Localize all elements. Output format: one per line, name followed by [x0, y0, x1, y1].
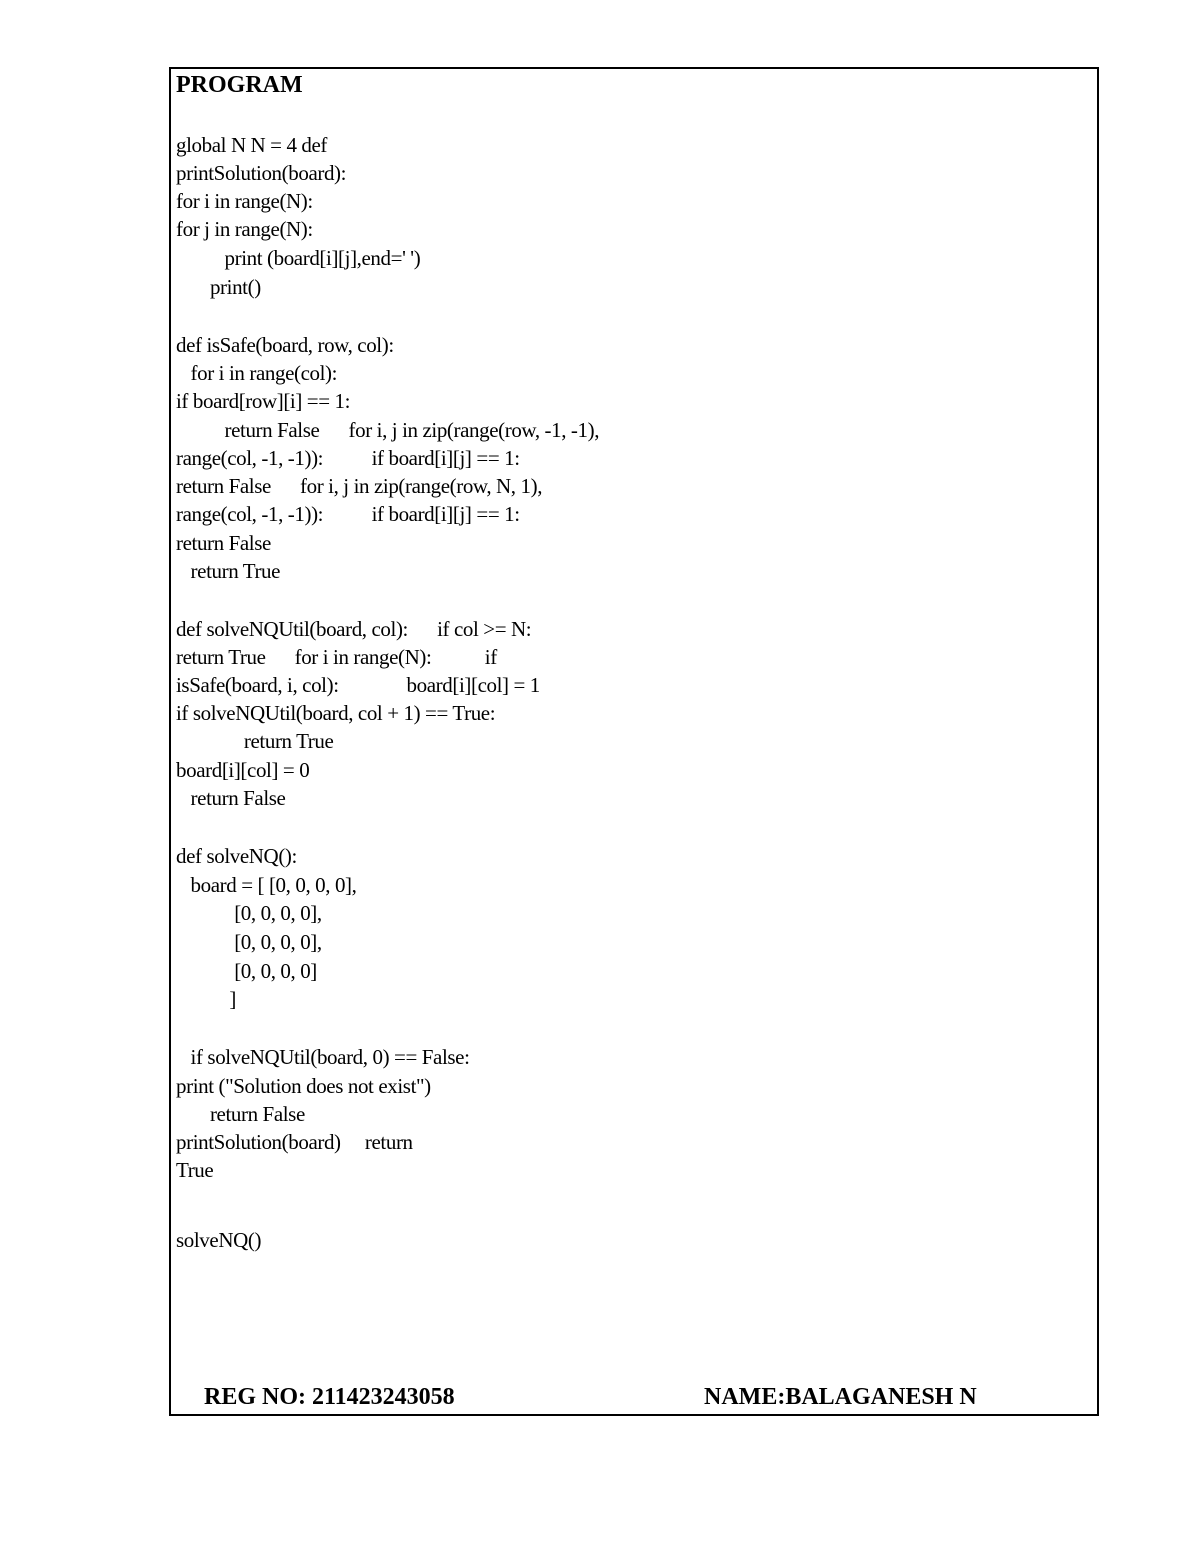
code-line: print ("Solution does not exist") — [176, 1074, 431, 1098]
code-line: return False — [176, 1102, 305, 1126]
code-line: printSolution(board): — [176, 161, 347, 185]
code-line: def solveNQUtil(board, col): if col >= N: — [176, 617, 532, 641]
code-line: return True for i in range(N): if — [176, 645, 497, 669]
code-line: isSafe(board, i, col): board[i][col] = 1 — [176, 673, 540, 697]
code-line: return False — [176, 531, 271, 555]
code-line: for i in range(N): — [176, 189, 313, 213]
code-line: def solveNQ(): — [176, 844, 297, 868]
program-heading: PROGRAM — [176, 72, 303, 98]
code-line: return False — [176, 786, 286, 810]
code-line: if board[row][i] == 1: — [176, 389, 351, 413]
code-line: return False for i, j in zip(range(row, -1, -1), — [176, 418, 600, 442]
code-line: return True — [176, 559, 281, 583]
code-line: printSolution(board) return — [176, 1130, 413, 1154]
code-line: solveNQ() — [176, 1228, 262, 1252]
code-line: board = [ [0, 0, 0, 0], — [176, 873, 357, 897]
code-line: for j in range(N): — [176, 217, 313, 241]
code-line: return True — [176, 729, 334, 753]
code-line: ] — [176, 987, 236, 1011]
code-line: [0, 0, 0, 0], — [176, 901, 322, 925]
code-line: [0, 0, 0, 0], — [176, 930, 322, 954]
code-line: print() — [176, 275, 261, 299]
reg-number: REG NO: 211423243058 — [204, 1384, 455, 1410]
student-name: NAME:BALAGANESH N — [704, 1384, 977, 1410]
code-line: True — [176, 1158, 214, 1182]
code-line: return False for i, j in zip(range(row, N, 1), — [176, 474, 543, 498]
code-line: [0, 0, 0, 0] — [176, 959, 317, 983]
code-line: board[i][col] = 0 — [176, 758, 310, 782]
code-line: for i in range(col): — [176, 361, 338, 385]
code-line: print (board[i][j],end=' ') — [176, 246, 421, 270]
code-line: range(col, -1, -1)): if board[i][j] == 1: — [176, 502, 520, 526]
code-line: global N N = 4 def — [176, 133, 328, 157]
code-line: def isSafe(board, row, col): — [176, 333, 394, 357]
code-line: range(col, -1, -1)): if board[i][j] == 1: — [176, 446, 520, 470]
code-line: if solveNQUtil(board, 0) == False: — [176, 1045, 470, 1069]
code-line: if solveNQUtil(board, col + 1) == True: — [176, 701, 496, 725]
